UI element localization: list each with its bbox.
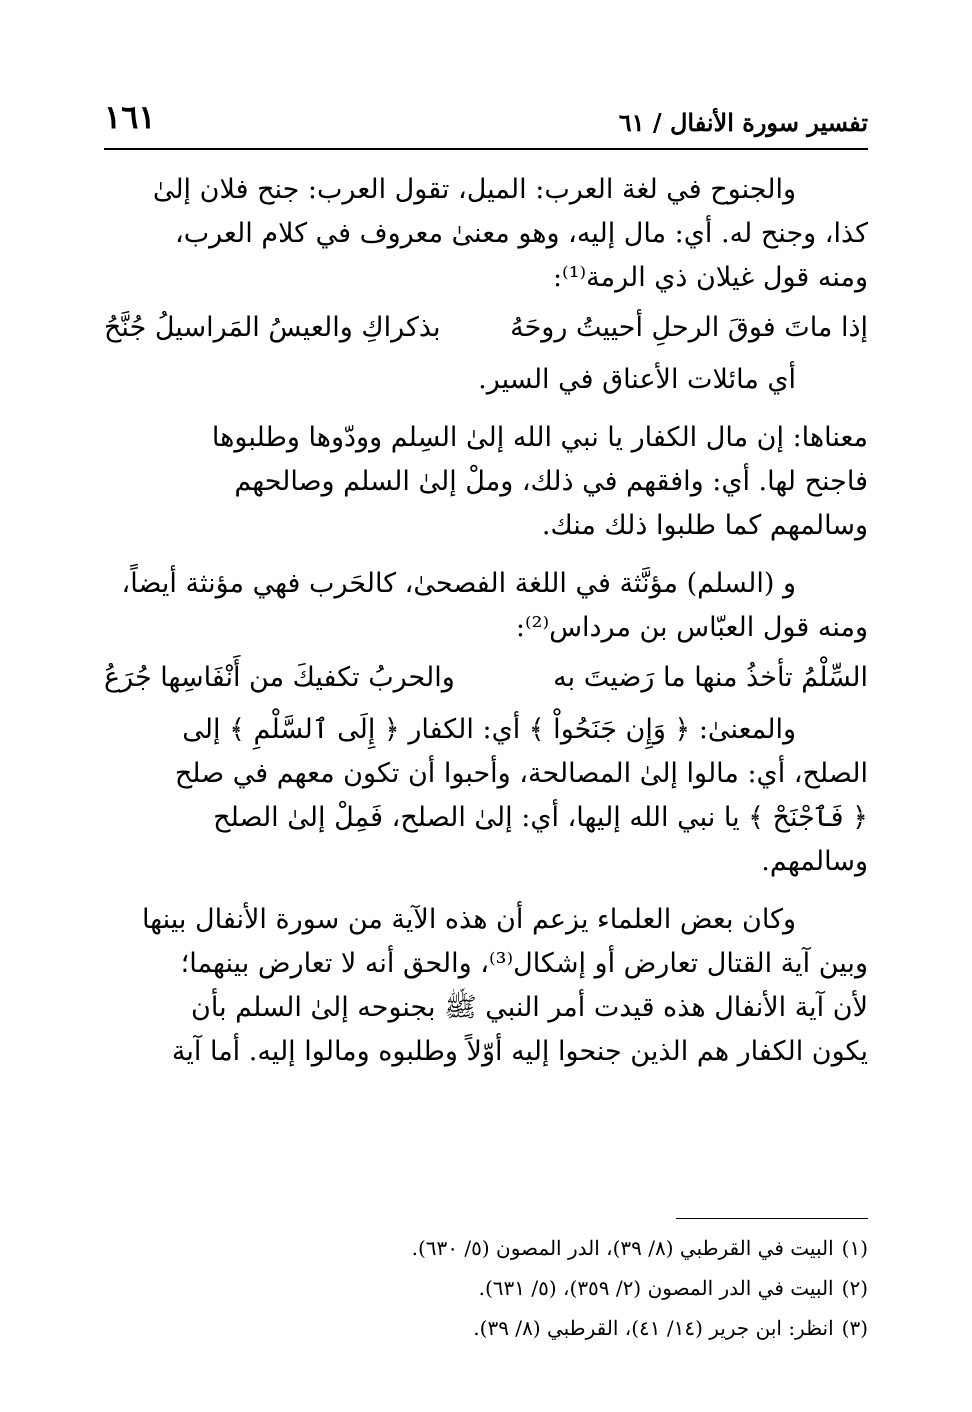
text-line: معناها: إن مال الكفار يا نبي الله إلىٰ السِلم وودّوها وطلبوها (211, 422, 868, 453)
text-line: وسالمهم. (761, 846, 868, 877)
header-rule (104, 148, 868, 150)
body-text (104, 168, 868, 1074)
text-line: ومنه قول العبّاس بن مرداس⁽²⁾: (515, 612, 868, 643)
verse-hemistich: والحربُ تكفيكَ من أَنْفَاسِها جُرَعُ (104, 662, 455, 693)
text-line: وبين آية القتال تعارض أو إشكال⁽³⁾، والحق أنه لا تعارض بينهما؛ (180, 948, 868, 979)
text-line: و (السلم) مؤنَّثة في اللغة الفصحىٰ، كالحَرب فهي مؤنثة أيضاً، (121, 568, 796, 599)
footnote-text: البيت في القرطبي (٨/ ٣٩)، الدر المصون (٥/ ٦٣٠). (411, 1236, 834, 1260)
footnote-3 (104, 1308, 868, 1348)
footnote-text: البيت في الدر المصون (٢/ ٣٥٩)، (٥/ ٦٣١). (478, 1276, 834, 1300)
paragraph-3 (104, 562, 868, 650)
footnote-2 (104, 1268, 868, 1308)
footnote-1 (104, 1228, 868, 1268)
text-line: ﴿ فَٱجْنَحْ ﴾ يا نبي الله إليها، أي: إلىٰ الصلح، فَمِلْ إلىٰ الصلح (213, 802, 868, 833)
text-line: كذا، وجنح له. أي: مال إليه، وهو معنىٰ معروف في كلام العرب، (175, 218, 868, 249)
text-line: فاجنح لها. أي: وافقهم في ذلك، وملْ إلىٰ السلم وصالحهم (234, 466, 868, 497)
poetry-verse-2 (104, 650, 868, 708)
footnote-number: (٢) (841, 1276, 868, 1300)
text-line: وسالمهم كما طلبوا ذلك منك. (541, 510, 868, 541)
footnotes (104, 1228, 868, 1348)
paragraph-2 (104, 416, 868, 548)
verse-explanation: أي مائلات الأعناق في السير. (478, 364, 796, 395)
text-line: والمعنىٰ: ﴿ وَإِن جَنَحُواْ ﴾ أي: الكفار ﴿ إِلَى ٱلسَّلْمِ ﴾ إلى (182, 714, 796, 745)
paragraph-1 (104, 168, 868, 300)
paragraph-4 (104, 708, 868, 884)
paragraph-5 (104, 898, 868, 1074)
footnote-number: (١) (841, 1236, 868, 1260)
verse-hemistich: بذكراكِ والعيسُ المَراسيلُ جُنَّحُ (104, 312, 441, 343)
footnote-text: انظر: ابن جرير (١٤/ ٤١)، القرطبي (٨/ ٣٩). (473, 1316, 834, 1340)
poetry-verse-1 (104, 300, 868, 358)
text-line: الصلح، أي: مالوا إلىٰ المصالحة، وأحبوا أن تكون معهم في صلح (174, 758, 868, 789)
verse-hemistich: إذا ماتَ فوقَ الرحلِ أحييتُ روحَهُ (510, 312, 868, 343)
text-line: وكان بعض العلماء يزعم أن هذه الآية من سورة الأنفال بينها (141, 904, 796, 935)
footnote-rule (676, 1218, 868, 1219)
page-header (104, 98, 868, 144)
text-line: ومنه قول غيلان ذي الرمة⁽¹⁾: (552, 262, 868, 293)
text-line: والجنوح في لغة العرب: الميل، تقول العرب: جنح فلان إلىٰ (152, 174, 796, 205)
page-number: ١٦١ (104, 98, 156, 136)
text-line: يكون الكفار هم الذين جنحوا إليه أوّلاً وطلبوه ومالوا إليه. أما آية (171, 1036, 868, 1067)
text-line: لأن آية الأنفال هذه قيدت أمر النبي ﷺ بجنوحه إلىٰ السلم بأن (191, 992, 868, 1023)
footnote-number: (٣) (841, 1316, 868, 1340)
verse-hemistich: السِّلْمُ تأخذُ منها ما رَضيتَ به (553, 662, 868, 693)
running-title: تفسير سورة الأنفال / ٦١ (618, 108, 868, 137)
